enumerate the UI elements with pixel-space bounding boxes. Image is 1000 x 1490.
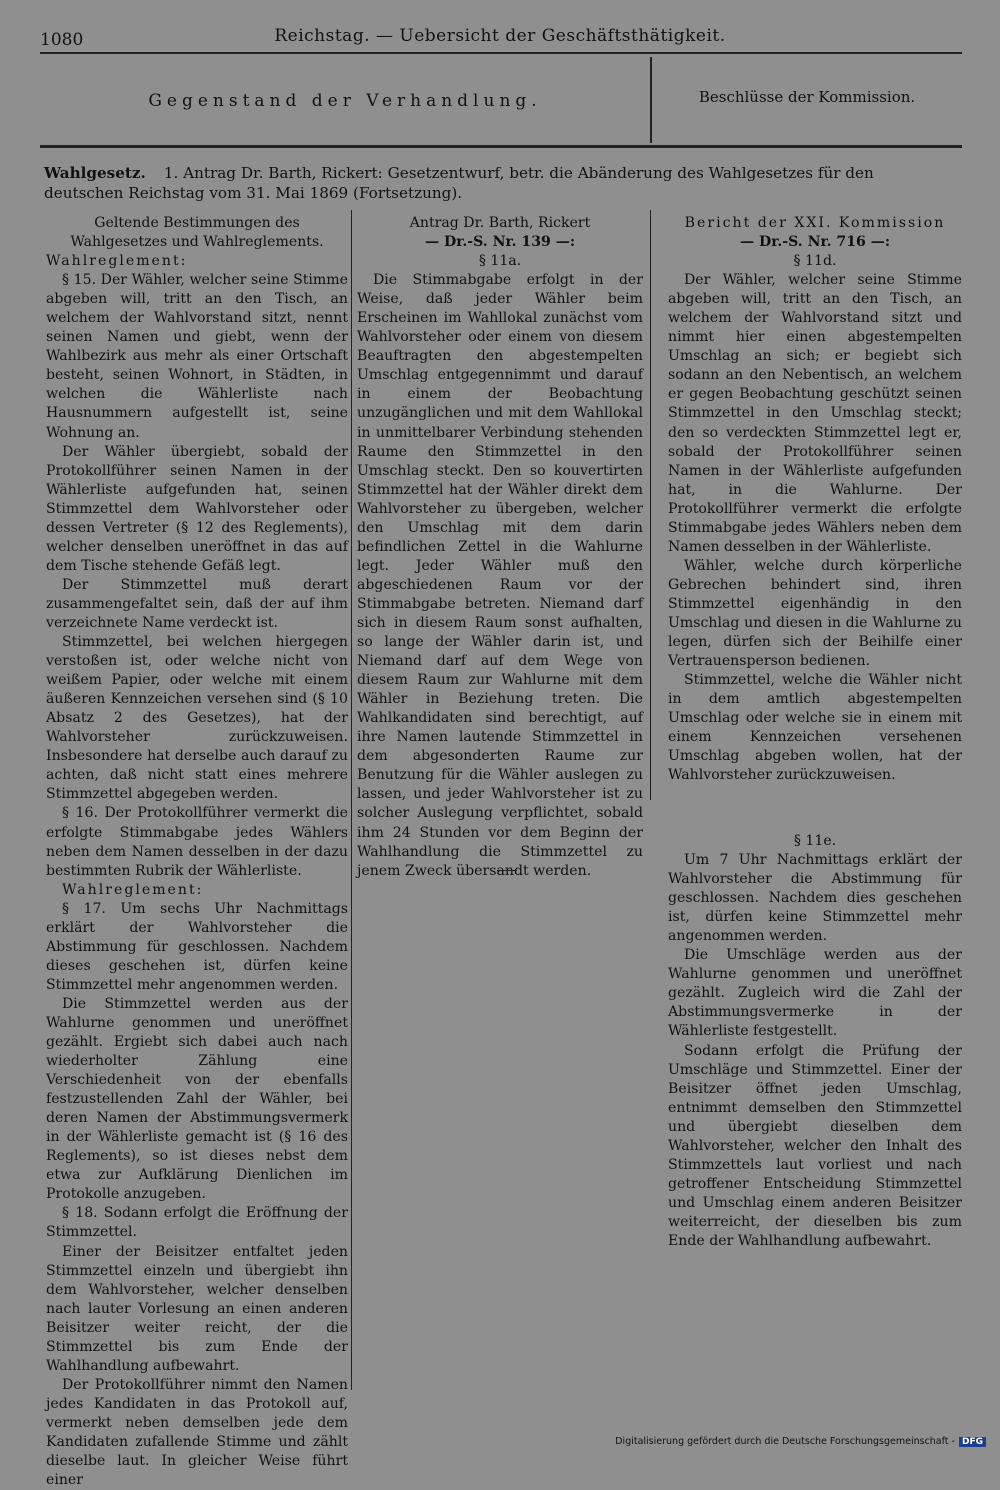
table-header-subject: Gegenstand der Verhandlung. bbox=[148, 91, 542, 111]
footer-text: Digitalisierung gefördert durch die Deutsche Forschungsgemeinschaft - bbox=[615, 1436, 955, 1447]
paragraph: § 17. Um sechs Uhr Nachmittags erklärt der Wahlvorsteher die Abstimmung für geschlossen. Nachdem dieses geschehen ist, dürfen keine Stimmzettel mehr angenommen werden. bbox=[46, 900, 348, 993]
paragraph: Der Protokollführer nimmt den Namen jedes Kandidaten in das Protokoll auf, vermerkt neben demselben jede dem Kandidaten zufallende Stimme und zählt dieselbe laut. In gleicher Weise führt einer bbox=[46, 1376, 348, 1489]
end-rule bbox=[497, 870, 517, 871]
paragraph: Stimmzettel, welche die Wähler nicht in dem amtlich abgestempelten Umschlag oder welche sie in einem mit einem Kennzeichen versehenen Umschlag abgeben wollen, hat der Wahlvorsteher zurückzuweisen. bbox=[668, 672, 962, 784]
paragraph: Einer der Beisitzer entfaltet jeden Stimmzettel einzeln und übergiebt ihn dem Wahlvorsteher, welcher denselben nach lauter Vorlesung an einen anderen Beisitzer weiter reicht, der die Stimmzettel bis zum Ende der Wahlhandlung aufbewahrt. bbox=[46, 1243, 348, 1374]
page-number: 1080 bbox=[40, 30, 84, 50]
column-title: Antrag Dr. Barth, Rickert bbox=[409, 215, 591, 231]
paragraph: Der Stimmzettel muß derart zusammengefaltet sein, daß der auf ihm verzeichnete Name verdeckt ist. bbox=[46, 576, 348, 631]
column-commission-report-continued bbox=[668, 832, 962, 1251]
paragraph: Sodann erfolgt die Prüfung der Umschläge und Stimmzettel. Einer der Beisitzer öffnet jeden Umschlag, entnimmt demselben den Stimmzettel und übergiebt dieselben dem Wahlvorsteher, welcher den Inhalt des Stimmzettels laut vorliest und nach getroffener Entscheidung Stimmzettel und Umschlag einem anderen Beisitzer weiterreicht, der dieselben bis zum Ende der Wahlhandlung aufbewahrt. bbox=[668, 1042, 962, 1249]
document-reference: — Dr.-S. Nr. 139 —: bbox=[424, 234, 576, 251]
running-title: Reichstag. — Uebersicht der Geschäftsthätigkeit. bbox=[274, 26, 726, 46]
subject-line bbox=[44, 163, 952, 203]
subject-keyword: Wahlgesetz. bbox=[44, 164, 146, 182]
paragraph: Um 7 Uhr Nachmittags erklärt der Wahlvorsteher die Abstimmung für geschlossen. Nachdem dies geschehen ist, dürfen keine Stimmzettel mehr angenommen werden. bbox=[668, 852, 962, 945]
section-label: Wahlreglement: bbox=[46, 253, 188, 270]
column-title: Bericht der XXI. Kommission bbox=[684, 215, 946, 231]
paragraph: Der Wähler übergiebt, sobald der Protokollführer seinen Namen in der Wählerliste aufgefunden hat, seinen Stimmzettel dem Wahlvorsteher oder dessen Vertreter (§ 12 des Reglements), welcher denselben uneröffnet in das auf dem Tische stehende Gefäß legt. bbox=[46, 443, 348, 574]
section-heading: § 11a. bbox=[478, 253, 522, 270]
paragraph: Stimmzettel, bei welchen hiergegen verstoßen ist, oder welche nicht von weißem Papier, oder welche mit einem äußeren Kennzeichen versehen sind (§ 10 Absatz 2 des Gesetzes), hat der Wahlvorsteher zurückzuweisen. Insbesondere hat derselbe auch darauf zu achten, daß nicht statt eines mehrere Stimmzettel abgegeben werden. bbox=[46, 634, 348, 803]
column-commission-report bbox=[668, 214, 962, 785]
document-reference: — Dr.-S. Nr. 716 —: bbox=[739, 234, 891, 251]
column-divider-2 bbox=[650, 210, 651, 800]
section-heading: § 11e. bbox=[793, 833, 837, 849]
paragraph: Wähler, welche durch körperliche Gebrechen behindert sind, ihren Stimmzettel eigenhändig in den Umschlag und diesen in die Wahlurne zu legen, dürfen sich der Beihilfe einer Vertrauensperson bedienen. bbox=[668, 557, 962, 670]
paragraph: Die Stimmzettel werden aus der Wahlurne genommen und uneröffnet gezählt. Ergiebt sich dabei auch nach wiederholter Zählung eine Verschiedenheit von der ebenfalls festzustellenden Zahl der Wähler, bei deren Namen der Abstimmungsvermerk in der Wählerliste gemacht ist (§ 16 des Reglements), so ist dieses nebst dem etwa zur Aufklärung Dienlichen im Protokolle anzugeben. bbox=[46, 995, 348, 1203]
column-divider-1 bbox=[351, 210, 352, 1390]
digitization-footer bbox=[615, 1436, 986, 1447]
section-heading: § 11d. bbox=[793, 253, 837, 270]
subject-text: 1. Antrag Dr. Barth, Rickert: Gesetzentwurf, betr. die Abänderung des Wahlgesetzes für den deutschen Reichstag vom 31. Mai 1869 (Fortsetzung). bbox=[44, 164, 874, 202]
paragraph: § 16. Der Protokollführer vermerkt die erfolgte Stimmabgabe jedes Wählers neben dem Namen desselben in der dazu bestimmten Rubrik der Wählerliste. bbox=[46, 805, 348, 879]
section-label: Wahlreglement: bbox=[62, 881, 204, 898]
paragraph: Die Umschläge werden aus der Wahlurne genommen und uneröffnet gezählt. Zugleich wird die Zahl der Abstimmungsvermerke in der Wählerliste festgestellt. bbox=[668, 947, 962, 1040]
paragraph: § 15. Der Wähler, welcher seine Stimme abgeben will, tritt an den Tisch, an welchem der Wahlvorstand sitzt, nennt seinen Namen und giebt, wenn der Wahlbezirk aus mehr als einer Ortschaft besteht, seinen Wohnort, in Städten, in welchen die Wählerliste nach Hausnummern aufgestellt ist, seine Wohnung an. bbox=[46, 272, 348, 441]
column-title: Geltende Bestimmungen des Wahlgesetzes und Wahlreglements. bbox=[70, 215, 324, 251]
dfg-logo: DFG bbox=[959, 1437, 986, 1447]
column-current-provisions bbox=[46, 214, 348, 1490]
table-header-rule bbox=[40, 145, 962, 148]
paragraph: Der Wähler, welcher seine Stimme abgeben will, tritt an den Tisch, an welchem der Wahlvorstand sitzt und nimmt hier einen abgestempelten Umschlag an sich; er begiebt sich sodann an den Nebentisch, an welchem er gegen Beobachtung geschützt seinen Stimmzettel in den Umschlag steckt; den so verdeckten Stimmzettel legt er, sobald der Protokollführer seinen Namen in der Wählerliste aufgefunden hat, in die Wahlurne. Der Protokollführer vermerkt die erfolgte Stimmabgabe jedes Wählers neben dem Namen desselben in der Wählerliste. bbox=[668, 272, 962, 555]
column-motion-barth-rickert bbox=[357, 214, 643, 881]
header-rule bbox=[40, 52, 962, 54]
paragraph: § 18. Sodann erfolgt die Eröffnung der Stimmzettel. bbox=[46, 1205, 348, 1241]
table-header-decisions: Beschlüsse der Kommission. bbox=[698, 88, 916, 106]
table-header bbox=[40, 57, 962, 143]
paragraph: Die Stimmabgabe erfolgt in der Weise, daß jeder Wähler beim Erscheinen im Wahllokal zunächst vom Wahlvorsteher oder einem von diesem Beauftragten den abgestempelten Umschlag entgegennimmt und darauf in einem der Beobachtung unzugänglichen und mit dem Wahllokal in unmittelbarer Verbindung stehenden Raume den Stimmzettel in den Umschlag steckt. Den so kouvertirten Stimmzettel hat der Wähler direkt dem Wahlvorsteher zu übergeben, welcher den Umschlag mit dem darin befindlichen Zettel in die Wahlurne legt. Jeder Wähler muß den abgeschiedenen Raum vor der Stimmabgabe betreten. Niemand darf sich in diesem Raum sonst aufhalten, so lange der Wähler darin ist, und Niemand darf auf dem Wege von diesem Raum zur Wahlurne mit dem Wähler in Beziehung treten. Die Wahlkandidaten sind berechtigt, auf ihre Namen lautende Stimmzettel in dem abgesonderten Raume zur Benutzung für die Wähler auslegen zu lassen, und jeder Wahlvorsteher ist zu solcher Auslegung verpflichtet, sobald ihm 24 Stunden vor dem Beginn der Wahlhandlung die Stimmzettel zu jenem Zweck übersandt werden. bbox=[357, 272, 643, 879]
